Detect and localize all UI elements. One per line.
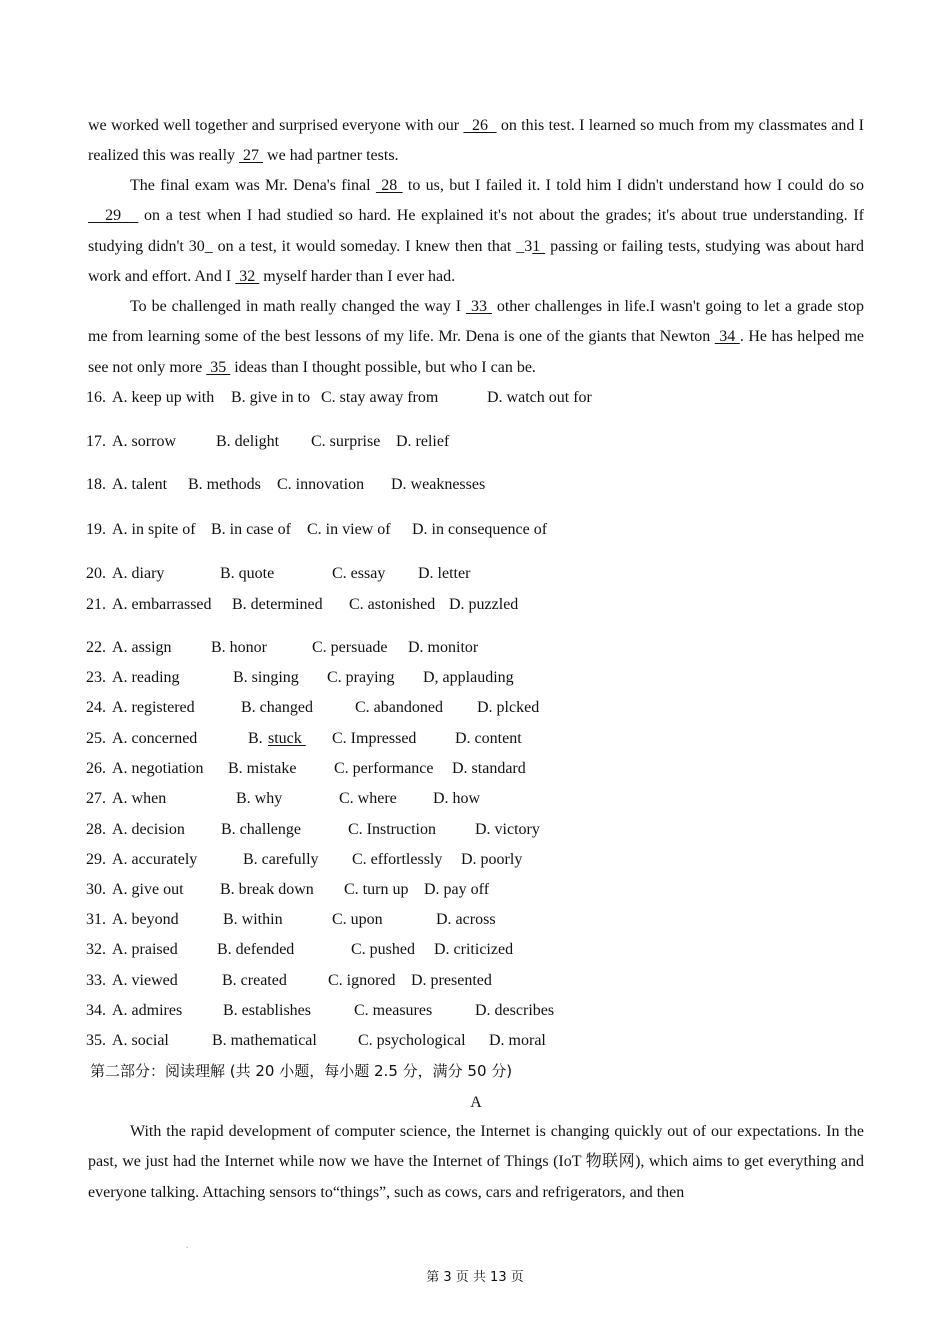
option-d: D. describes [475, 1002, 555, 1019]
text: on this test. I learned so much from my classmates and I realized this was really [88, 117, 864, 165]
option-d: D. in consequence of [412, 521, 548, 538]
option-c: C. measures [354, 1002, 433, 1019]
option-a: A. when [112, 790, 167, 807]
option-b: B. determined [232, 596, 323, 613]
option-c: C. persuade [312, 639, 388, 656]
option-d: D. monitor [408, 639, 479, 656]
option-b: B. mistake [228, 760, 297, 777]
option-c: C. Impressed [332, 730, 417, 747]
question-number: 20. [86, 565, 106, 582]
text: we had partner tests. [263, 147, 399, 165]
option-b: B. delight [216, 433, 280, 450]
option-c: C. where [339, 790, 397, 807]
question-number: 21. [86, 596, 106, 613]
question-number: 26. [86, 760, 106, 777]
text: passing or failing tests, studying was about hard work and effort. And I [88, 237, 865, 285]
question-number: 33. [86, 972, 106, 989]
text: The final exam was Mr. Dena's final [130, 177, 376, 194]
question-number: 18. [86, 476, 106, 493]
option-a: A. decision [112, 821, 185, 838]
option-a: A. admires [112, 1002, 183, 1019]
option-a: A. viewed [112, 972, 178, 989]
option-b: B. changed [241, 699, 313, 716]
blank-31: 1 [532, 237, 546, 255]
blank-27: 27 [239, 147, 264, 165]
option-c: C. Instruction [348, 821, 436, 838]
text: To be challenged in math really changed the way I [130, 298, 467, 315]
option-b: B. carefully [243, 851, 319, 868]
option-b: B. quote [220, 565, 275, 582]
option-b: B. [248, 730, 263, 747]
question-number: 22. [86, 639, 106, 656]
text: we worked well together and surprised everyone with our [88, 117, 464, 134]
blank-28: 28 [375, 177, 403, 194]
option-d: D. victory [475, 821, 540, 838]
option-c: C. innovation [277, 476, 365, 493]
question-number: 17. [86, 433, 106, 450]
option-c: C. praying [327, 669, 395, 686]
question-number: 23. [86, 669, 106, 686]
question-number: 25. [86, 730, 106, 747]
passage-paragraph-1 [88, 111, 864, 172]
option-b: B. created [222, 972, 287, 989]
option-d: D. relief [396, 433, 450, 450]
question-number: 27. [86, 790, 106, 807]
passage-label: A [470, 1094, 482, 1111]
question-number: 28. [86, 821, 106, 838]
option-c: C. in view of [307, 521, 391, 538]
option-d: D. presented [411, 972, 492, 989]
question-number: 19. [86, 521, 106, 538]
option-d: D. watch out for [487, 389, 592, 406]
option-a: A. registered [112, 699, 195, 716]
question-number: 31. [86, 911, 106, 928]
text: other challenges in life.I wasn't going to let a grade stop me from learning some of the best lessons of my life. Mr. Dena is one of the giants that Newton [88, 298, 865, 346]
option-b: B. honor [211, 639, 267, 656]
blank-26: 26 [463, 117, 497, 134]
passage-paragraph-2 [88, 171, 864, 292]
option-b: B. defended [217, 941, 295, 958]
option-a: A. negotiation [112, 760, 204, 777]
option-b: B. break down [220, 881, 314, 898]
option-d: D. moral [489, 1032, 546, 1049]
option-c: C. performance [334, 760, 434, 777]
option-a: A. in spite of [112, 521, 196, 538]
option-c: C. ignored [328, 972, 396, 989]
option-b: B. establishes [223, 1002, 311, 1019]
option-b-underlined: stuck [268, 730, 306, 747]
option-d: D, applauding [423, 669, 514, 686]
option-d: D. pay off [424, 881, 490, 898]
page-footer: 第 3 页 共 13 页 [426, 1270, 524, 1285]
option-d: D. across [436, 911, 496, 928]
question-number: 24. [86, 699, 106, 716]
footer-mark: . [186, 1240, 189, 1250]
question-number: 35. [86, 1032, 106, 1049]
option-d: D. poorly [461, 851, 523, 868]
text: myself harder than I ever had. [259, 267, 456, 285]
option-c: C. astonished [349, 596, 436, 613]
question-number: 16. [86, 389, 106, 406]
option-b: B. mathematical [212, 1032, 317, 1049]
text: . He has helped me see not only more [88, 328, 864, 376]
option-a: A. accurately [112, 851, 198, 868]
option-a: A. sorrow [112, 433, 176, 450]
option-b: B. within [223, 911, 283, 928]
option-a: A. diary [112, 565, 165, 582]
option-c: C. effortlessly [352, 851, 443, 868]
option-d: D. plcked [477, 699, 540, 716]
question-number: 29. [86, 851, 106, 868]
option-c: C. abandoned [355, 699, 443, 716]
passage-paragraph-3 [88, 292, 864, 383]
text: on a test when I had studied so hard. He explained it's not about the grades; it's about true understanding. If studying didn't 30_ on a test, it would someday. I knew then that _3 [88, 207, 864, 255]
option-d: D. puzzled [449, 596, 519, 613]
option-c: C. psychological [358, 1032, 466, 1049]
blank-29: 29 [88, 207, 139, 225]
option-c: C. surprise [311, 433, 381, 450]
option-b: B. in case of [211, 521, 291, 538]
option-d: D. weaknesses [391, 476, 486, 493]
reading-paragraph: With the rapid development of computer science, the Internet is changing quickly out of our expectations. In the past, we just had the Internet while now we have the Internet of Things (IoT 物联网), which aims to get everything and everyone talking. Attaching sensors to“things”, such as cows, cars and refrigerators, and then [88, 1123, 864, 1201]
option-b: B. singing [233, 669, 299, 686]
option-a: A. keep up with [112, 389, 215, 406]
option-c: C. stay away from [321, 389, 439, 406]
option-a: A. social [112, 1032, 169, 1049]
option-d: D. standard [452, 760, 526, 777]
question-number: 32. [86, 941, 106, 958]
option-c: C. upon [332, 911, 383, 928]
blank-32: 32 [235, 267, 260, 285]
option-c: C. turn up [344, 881, 409, 898]
option-a: A. give out [112, 881, 184, 898]
option-d: D. criticized [434, 941, 514, 958]
option-a: A. assign [112, 639, 172, 656]
blank-33: 33 [466, 298, 492, 315]
text: ideas than I thought possible, but who I can be. [230, 358, 536, 376]
option-d: D. letter [418, 565, 471, 582]
option-d: D. content [455, 730, 522, 747]
blank-35: 35 [206, 358, 231, 376]
option-b: B. methods [188, 476, 261, 493]
option-a: A. beyond [112, 911, 179, 928]
option-c: C. pushed [351, 941, 415, 958]
option-a: A. praised [112, 941, 178, 958]
option-b: B. challenge [221, 821, 301, 838]
option-a: A. talent [112, 476, 168, 493]
option-b: B. give in to [231, 389, 311, 406]
text: to us, but I failed it. I told him I didn't understand how I could do so [402, 177, 865, 194]
option-a: A. concerned [112, 730, 198, 747]
option-a: A. reading [112, 669, 180, 686]
blank-34: 34 [714, 328, 740, 346]
option-a: A. embarrassed [112, 596, 212, 613]
option-d: D. how [433, 790, 481, 807]
question-number: 30. [86, 881, 106, 898]
section-heading: 第二部分：阅读理解 (共 20 小题，每小题 2.5 分，满分 50 分) [90, 1062, 513, 1080]
option-c: C. essay [332, 565, 386, 582]
option-b: B. why [236, 790, 283, 807]
question-number: 34. [86, 1002, 106, 1019]
